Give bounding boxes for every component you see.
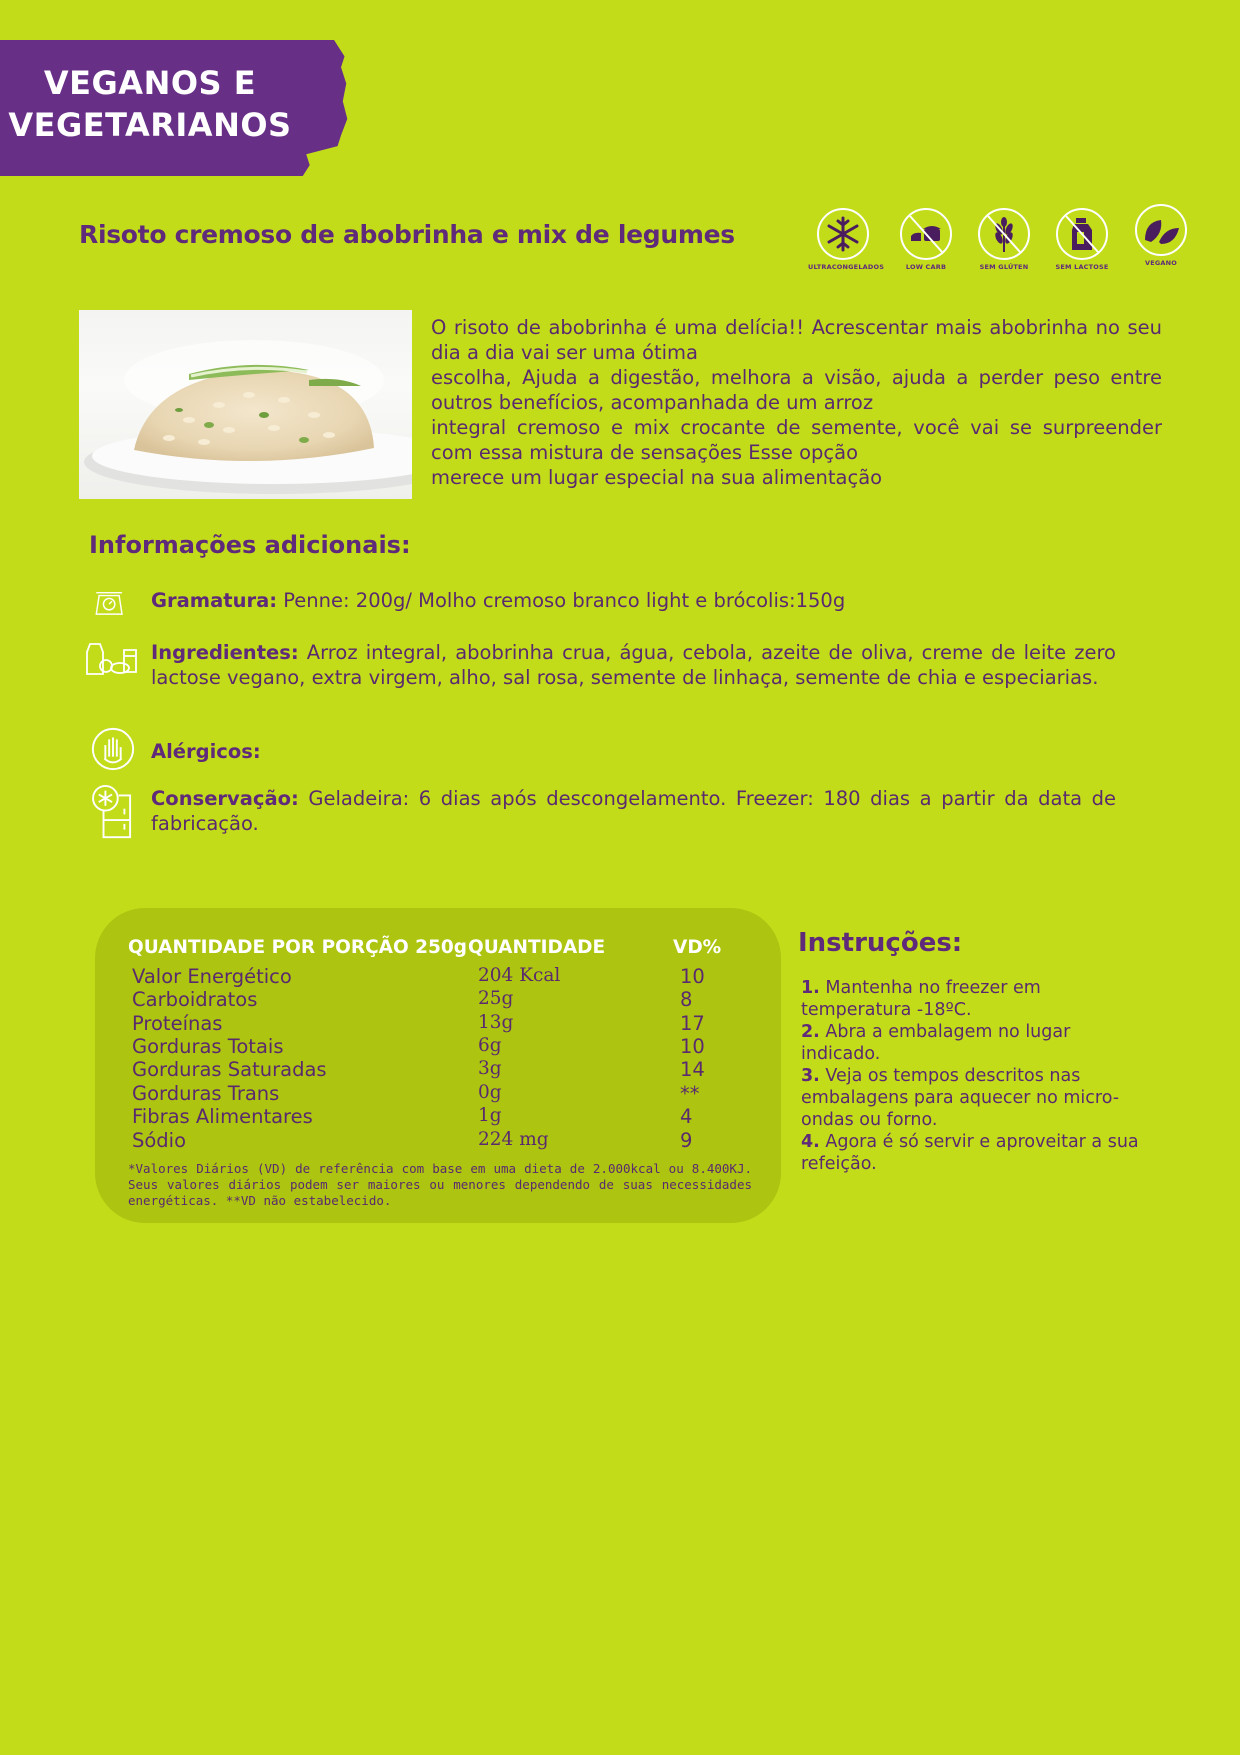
diet-badges	[808, 208, 1198, 288]
description-line: merece um lugar especial na sua alimentação	[431, 466, 883, 489]
nutrient-vd: 8	[680, 988, 693, 1011]
category-title-line2: VEGETARIANOS	[8, 106, 292, 144]
badge-label: LOW CARB	[905, 263, 947, 271]
alergicos-label: Alérgicos:	[151, 740, 261, 763]
nutrient-vd: **	[680, 1082, 700, 1105]
conservacao-label: Conservação:	[151, 787, 299, 810]
instruction-step	[801, 1065, 1146, 1131]
step-number: 2.	[801, 1022, 820, 1042]
ingredientes-value: Arroz integral, abobrinha crua, água, cebola, azeite de oliva, creme de leite zero lactose vegano, extra virgem, alho, sal rosa, semente de linhaça, semente de chia e especiarias.	[151, 641, 1116, 689]
description-line: O risoto de abobrinha é uma delícia!! Acrescentar mais abobrinha no seu dia a dia vai ser uma ótima	[431, 316, 1162, 364]
nutrition-row	[132, 1105, 772, 1128]
scale-icon	[88, 587, 136, 627]
nutrient-name: Proteínas	[132, 1012, 223, 1035]
bread-crossed-icon	[902, 210, 950, 258]
step-number: 4.	[801, 1132, 820, 1152]
nutrient-quantity: 224 mg	[478, 1129, 549, 1150]
recipe-title: Risoto cremoso de abobrinha e mix de legumes	[79, 220, 735, 249]
nutrient-name: Gorduras Saturadas	[132, 1058, 327, 1081]
instruction-step	[801, 1131, 1146, 1175]
groceries-icon	[84, 638, 140, 678]
badge-sem-gluten	[969, 208, 1039, 271]
nutrient-vd: 10	[680, 965, 705, 988]
step-text: Veja os tempos descritos nas embalagens para aquecer no micro-ondas ou forno.	[801, 1066, 1120, 1130]
nutrition-row	[132, 988, 772, 1011]
nutrient-vd: 9	[680, 1129, 693, 1152]
category-title	[0, 62, 300, 146]
wheat-crossed-icon	[980, 210, 1028, 258]
nutrient-name: Gorduras Trans	[132, 1082, 280, 1105]
nutrient-vd: 4	[680, 1105, 693, 1128]
badge-label: VEGANO	[1144, 259, 1177, 267]
gramatura-text	[151, 588, 1116, 613]
nutrition-row	[132, 965, 772, 988]
description-line: integral cremoso e mix crocante de semente, você vai se surpreender com essa mistura de sensações Esse opção	[431, 416, 1162, 464]
badge-ultracongelados	[808, 208, 885, 271]
badge-label: SEM GLÚTEN	[979, 263, 1029, 271]
badge-low-carb	[891, 208, 961, 271]
step-text: Abra a embalagem no lugar indicado.	[801, 1022, 1071, 1064]
nutrient-name: Fibras Alimentares	[132, 1105, 313, 1128]
nutrition-row	[132, 1012, 772, 1035]
info-gramatura	[84, 585, 1116, 625]
nutrient-name: Valor Energético	[132, 965, 292, 988]
category-title-line1: VEGANOS E	[43, 64, 257, 102]
snowflake-icon	[819, 210, 867, 258]
badge-label: SEM LACTOSE	[1055, 263, 1109, 271]
nutrient-vd: 14	[680, 1058, 705, 1081]
nutrition-header-vd: VD%	[673, 937, 722, 958]
nutrient-vd: 10	[680, 1035, 705, 1058]
step-number: 1.	[801, 978, 820, 998]
hand-icon	[90, 726, 136, 772]
instruction-step	[801, 1021, 1146, 1065]
description-line: escolha, Ajuda a digestão, melhora a visão, ajuda a perder peso entre outros benefícios, acompanhada de um arroz	[431, 366, 1162, 414]
recipe-description	[431, 315, 1162, 490]
nutrient-quantity: 13g	[478, 1012, 514, 1033]
nutrition-row	[132, 1129, 772, 1152]
risotto-photo	[79, 310, 412, 499]
leaves-icon	[1137, 206, 1185, 254]
info-conservacao	[84, 784, 1116, 840]
conservacao-value: Geladeira: 6 dias após descongelamento. Freezer: 180 dias a partir da data de fabricação.	[151, 787, 1116, 835]
step-number: 3.	[801, 1066, 820, 1086]
nutrition-row	[132, 1082, 772, 1105]
instruction-step	[801, 977, 1146, 1021]
nutrient-quantity: 25g	[478, 988, 514, 1009]
nutrient-vd: 17	[680, 1012, 705, 1035]
badge-label: ULTRACONGELADOS	[808, 263, 885, 271]
nutrient-name: Carboidratos	[132, 988, 258, 1011]
gramatura-value: Penne: 200g/ Molho cremoso branco light e brócolis:150g	[277, 589, 846, 612]
fridge-icon	[90, 784, 136, 841]
nutrition-row	[132, 1058, 772, 1081]
nutrient-quantity: 1g	[478, 1105, 502, 1126]
instructions-title: Instruções:	[798, 928, 963, 958]
instructions-list	[801, 977, 1146, 1175]
badge-vegano	[1126, 204, 1196, 267]
nutrition-header-quantity: QUANTIDADE	[468, 937, 606, 958]
nutrition-footnote: *Valores Diários (VD) de referência com base em uma dieta de 2.000kcal ou 8.400KJ. Seus valores diários podem ser maiores ou menores dependendo de suas necessidades energéticas. **VD não estabelecido.	[128, 1161, 752, 1208]
alergicos-text	[151, 739, 1116, 764]
gramatura-label: Gramatura:	[151, 589, 278, 612]
nutrition-header-portion: QUANTIDADE POR PORÇÃO 250g	[128, 937, 468, 958]
nutrient-quantity: 0g	[478, 1082, 502, 1103]
ingredientes-label: Ingredientes:	[151, 641, 299, 664]
badge-sem-lactose	[1047, 208, 1117, 271]
info-heading: Informações adicionais:	[89, 531, 411, 559]
step-text: Agora é só servir e aproveitar a sua refeição.	[801, 1132, 1139, 1174]
ingredientes-text	[151, 640, 1116, 690]
nutrient-quantity: 6g	[478, 1035, 502, 1056]
nutrition-row	[132, 1035, 772, 1058]
milk-crossed-icon	[1058, 210, 1106, 258]
step-text: Mantenha no freezer em temperatura -18ºC.	[801, 978, 1041, 1020]
nutrient-name: Sódio	[132, 1129, 187, 1152]
info-alergicos	[84, 726, 1116, 774]
nutrient-quantity: 3g	[478, 1058, 502, 1079]
conservacao-text	[151, 786, 1116, 836]
nutrient-name: Gorduras Totais	[132, 1035, 284, 1058]
nutrient-quantity: 204 Kcal	[478, 965, 561, 986]
info-ingredientes	[84, 638, 1116, 718]
